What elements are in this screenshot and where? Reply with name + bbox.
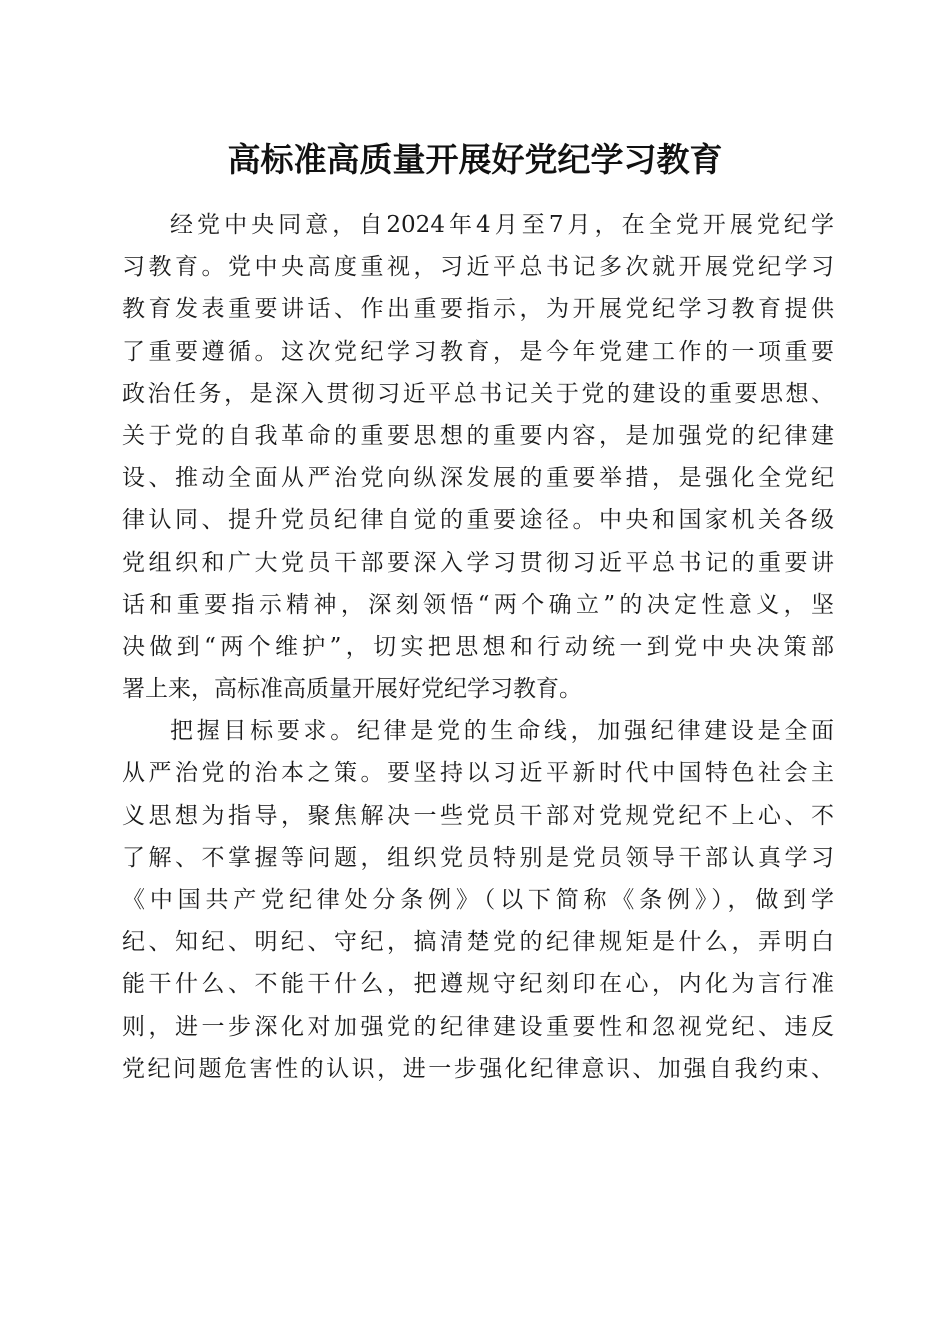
text-line: 习教育。党中央高度重视，习近平总书记多次就开展党纪学习: [122, 254, 834, 281]
paragraph: [122, 204, 834, 710]
text-line: 《中国共产党纪律处分条例》（以下简称《条例》），做到学: [122, 887, 834, 913]
text-line: 教育发表重要讲话、作出重要指示，为开展党纪学习教育提供: [122, 296, 834, 323]
text-line: 经党中央同意，自2024年4月至7月，在全党开展党纪学: [170, 212, 834, 238]
text-line: 话和重要指示精神，深刻领悟“两个确立”的决定性意义，坚: [122, 591, 834, 618]
text-line: 从严治党的治本之策。要坚持以习近平新时代中国特色社会主: [122, 760, 834, 787]
text-line: 政治任务，是深入贯彻习近平总书记关于党的建设的重要思想、: [122, 380, 834, 407]
text-line: 关于党的自我革命的重要思想的重要内容，是加强党的纪律建: [122, 422, 834, 449]
text-line: 义思想为指导，聚焦解决一些党员干部对党规党纪不上心、不: [122, 802, 834, 829]
text-line: 党纪问题危害性的认识，进一步强化纪律意识、加强自我约束、: [122, 1055, 834, 1082]
text-line: 了重要遵循。这次党纪学习教育，是今年党建工作的一项重要: [122, 338, 834, 365]
text-line: 能干什么、不能干什么，把遵规守纪刻印在心，内化为言行准: [122, 971, 834, 998]
text-line: 了解、不掌握等问题，组织党员特别是党员领导干部认真学习: [122, 844, 834, 871]
text-line: 把握目标要求。纪律是党的生命线，加强纪律建设是全面: [170, 718, 834, 745]
text-line: 设、推动全面从严治党向纵深发展的重要举措，是强化全党纪: [122, 465, 834, 492]
text-line: 署上来，高标准高质量开展好党纪学习教育。: [122, 676, 582, 703]
paragraph: [122, 710, 834, 1090]
text-line: 决做到“两个维护”，切实把思想和行动统一到党中央决策部: [122, 633, 834, 660]
text-line: 律认同、提升党员纪律自觉的重要途径。中央和国家机关各级: [122, 507, 834, 534]
document-title: 高标准高质量开展好党纪学习教育: [227, 140, 723, 179]
text-line: 党组织和广大党员干部要深入学习贯彻习近平总书记的重要讲: [122, 549, 834, 576]
text-line: 纪、知纪、明纪、守纪，搞清楚党的纪律规矩是什么，弄明白: [122, 929, 834, 956]
document-body: [122, 204, 834, 1090]
text-line: 则，进一步深化对加强党的纪律建设重要性和忽视党纪、违反: [122, 1013, 834, 1040]
